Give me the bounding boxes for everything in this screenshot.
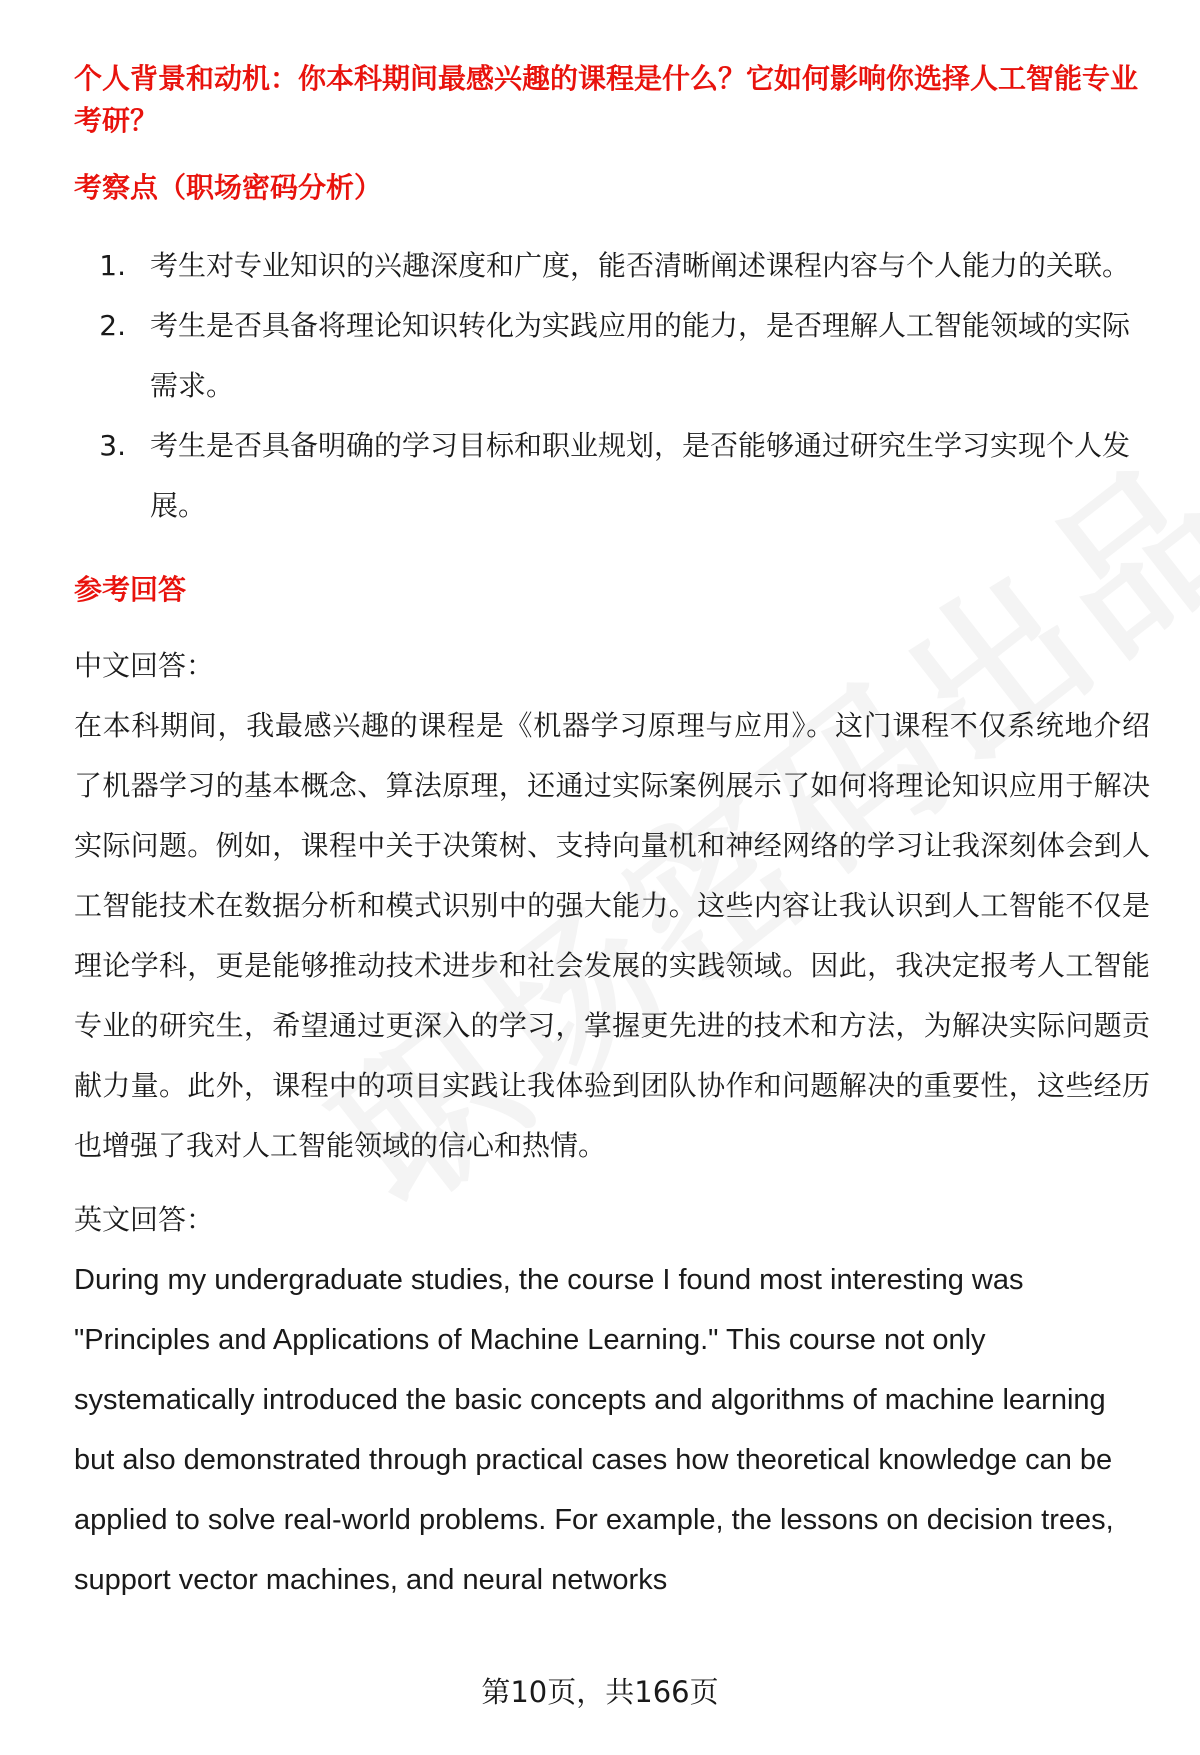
list-item-number: 1. [99,249,126,282]
list-item-number: 2. [99,309,126,342]
list-item-text: 考生对专业知识的兴趣深度和广度，能否清晰阐述课程内容与个人能力的关联。 [150,249,1131,282]
document-page [74,58,1150,1610]
assessment-heading: 考察点（职场密码分析） [74,171,383,204]
list-item-number: 3. [99,429,126,462]
list-item [74,236,1150,296]
assessment-points-list [74,236,1150,536]
list-item-text: 考生是否具备明确的学习目标和职业规划，是否能够通过研究生学习实现个人发展。 [150,429,1131,522]
question-title: 个人背景和动机：你本科期间最感兴趣的课程是什么？它如何影响你选择人工智能专业考研？ [74,62,1139,137]
page-number-footer: 第10页，共166页 [481,1675,719,1709]
chinese-answer-label: 中文回答： [74,649,215,682]
chinese-answer-text: 在本科期间，我最感兴趣的课程是《机器学习原理与应用》。这门课程不仅系统地介绍了机器学习的基本概念、算法原理，还通过实际案例展示了如何将理论知识应用于解决实际问题。例如，课程中关于决策树、支持向量机和神经网络的学习让我深刻体会到人工智能技术在数据分析和模式识别中的强大能力。这些内容让我认识到人工智能不仅是理论学科，更是能够推动技术进步和社会发展的实践领域。因此，我决定报考人工智能专业的研究生，希望通过更深入的学习，掌握更先进的技术和方法，为解决实际问题贡献力量。此外，课程中的项目实践让我体验到团队协作和问题解决的重要性，这些经历也增强了我对人工智能领域的信心和热情。 [74,709,1150,1162]
english-answer-text: During my undergraduate studies, the course I found most interesting was "Principles and Applications of Machine Learning." This course not only systematically introduced the basic concepts and algorithms of machine learning but also demonstrated through practical cases how theoretical knowledge can be applied to solve real-world problems. For example, the lessons on decision trees, support vector machines, and neural networks [74,1264,1114,1596]
list-item-text: 考生是否具备将理论知识转化为实践应用的能力，是否理解人工智能领域的实际需求。 [150,309,1131,402]
english-answer-label: 英文回答： [74,1203,215,1236]
reference-heading: 参考回答 [74,573,187,606]
list-item [74,416,1150,536]
list-item [74,296,1150,416]
